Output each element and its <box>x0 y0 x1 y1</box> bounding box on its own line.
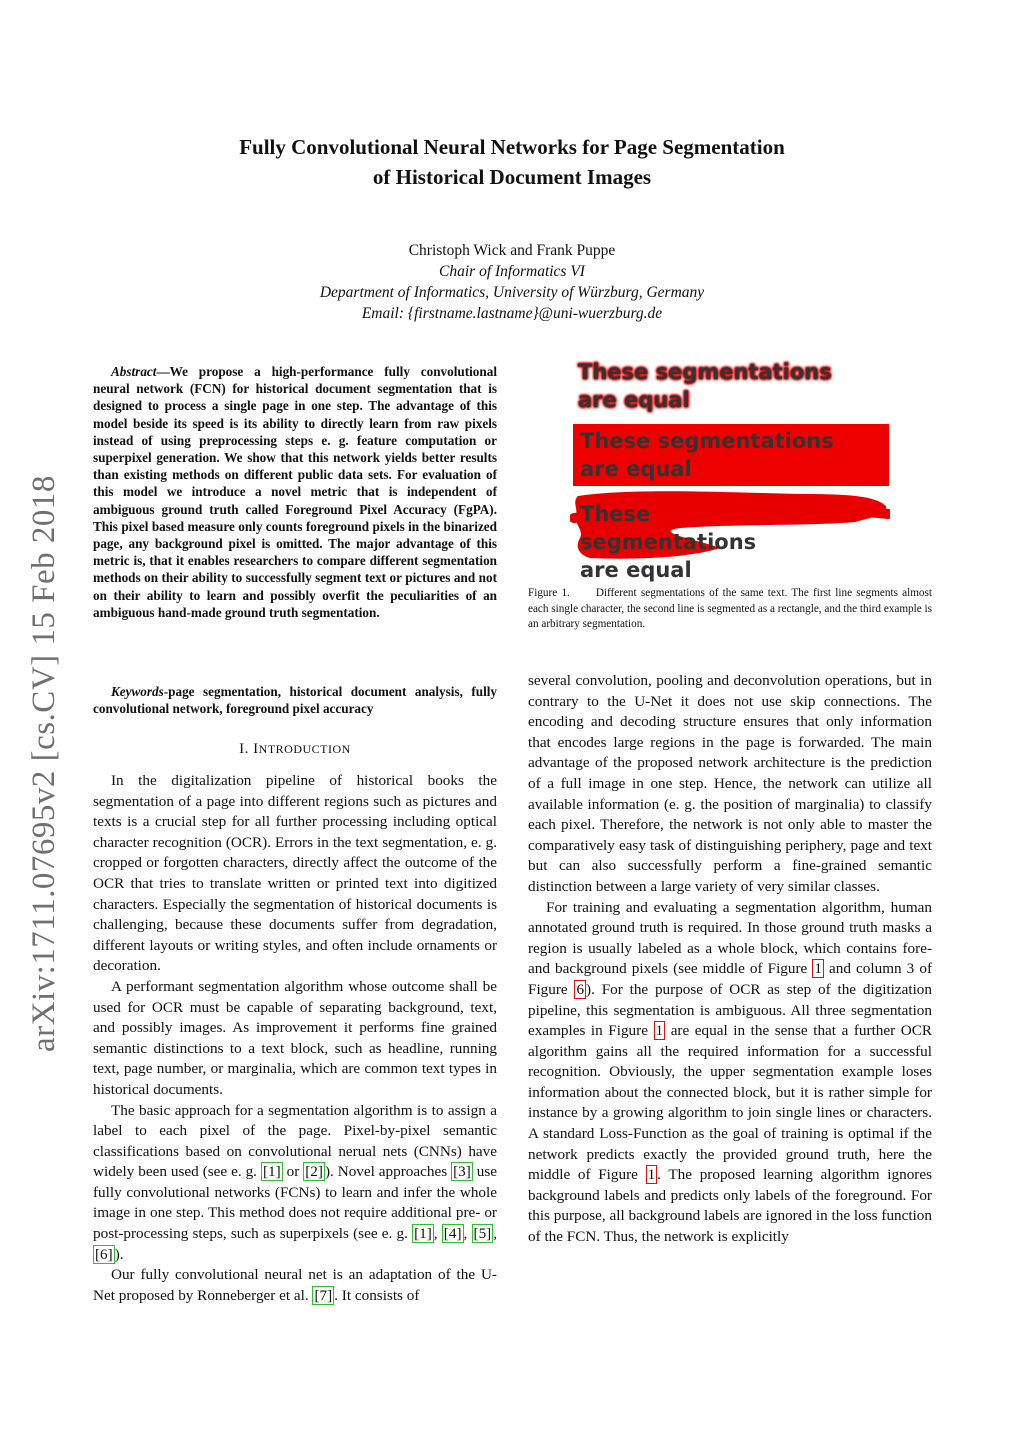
keywords-label: Keywords <box>111 684 164 699</box>
abstract <box>93 363 497 621</box>
citation-link[interactable]: [7] <box>314 1286 333 1304</box>
right-paragraph-2 <box>528 898 932 1248</box>
caption-text: Different segmentations of the same text. The first line segments almost each single character, the second line is segmented as a rectangle, and the third example is an arbitrary segmentation. <box>528 587 932 630</box>
figure-1-caption <box>528 586 932 633</box>
intro-paragraph-2: A performant segmentation algorithm whose outcome shall be used for OCR must be capable of separating background, text, and possibly images. As improvement it performs fine grained semantic distinctions to a text block, such as headline, running text, page number, or marginalia, which are common text types in historical documents. <box>93 977 497 1098</box>
text-span: Our fully convolutional neural net is an adaptation of the U-Net proposed by Ronneberger et al. <box>93 1266 497 1304</box>
right-column-text <box>528 671 932 1248</box>
section-heading-introduction <box>93 741 497 758</box>
segmentation-text <box>580 500 756 584</box>
caption-label: Figure 1. <box>528 587 570 599</box>
citation-link[interactable]: [3] <box>453 1163 471 1181</box>
intro-paragraph-3 <box>93 1101 497 1266</box>
citation-link[interactable]: [6] <box>95 1245 113 1263</box>
citation-link[interactable]: [2] <box>305 1163 323 1181</box>
text-span: . It consists of <box>334 1286 420 1304</box>
text-span: ). <box>114 1245 124 1263</box>
segmentation-text-line: These segmentations <box>580 429 834 453</box>
citation-link[interactable]: [5] <box>473 1225 492 1243</box>
segmentation-rectangle <box>573 424 889 486</box>
text-span: For training and evaluating a segmentation algorithm, human annotated ground truth is required. In those ground truth masks a region is usually labeled as a whole block, which contains fore- and background pixels (see middle of Figure <box>528 898 932 978</box>
text-span: ). For the purpose of OCR as step of the digitization pipeline, this segmentation is ambiguous. All three segmentation examples in Figure <box>528 980 932 1040</box>
text-span: . The proposed learning algorithm ignores background labels and predicts only labels of the foreground. For this purpose, all background labels are ignored in the loss function of the FCN. Thus, the network is explicitly <box>528 1166 932 1246</box>
abstract-text: —We propose a high-performance fully convolutional neural network (FCN) for historical document segmentation that is designed to process a single page in one step. The advantage of this model beside its speed is its ability to directly learn from raw pixels instead of using preprocessing steps e. g. feature computation or superpixel generation. We show that this network yields better results than existing methods on different public data sets. For evaluation of this model we introduce a novel metric that is independent of ambiguous ground truth called Foreground Pixel Accuracy (FgPA). This pixel based measure only counts foreground pixels in the binarized page, any background pixel is omitted. The major advantage of this metric is, that it enables researchers to compare different segmentation methods on their ability to successfully segment text or pictures and not on their ability to learn and possibly overfit the peculiarities of an ambiguous hand-made ground truth segmentation. <box>93 364 497 620</box>
author-email: Email: {firstname.lastname}@uni-wuerzburg.de <box>361 305 663 322</box>
segmentation-text <box>580 427 834 483</box>
text-span: , <box>463 1225 472 1243</box>
citation-link[interactable]: [1] <box>414 1225 432 1243</box>
keywords-text: -page segmentation, historical document analysis, fully convolutional network, foreground pixel accuracy <box>93 684 497 717</box>
title-line-2: of Historical Document Images <box>372 165 652 189</box>
segmentation-text-line: are equal <box>580 457 692 481</box>
affiliation-department: Department of Informatics, University of Würzburg, Germany <box>319 284 705 301</box>
intro-paragraph-1: In the digitalization pipeline of historical books the segmentation of a page into different regions such as pictures and texts is a crucial step for all further processing including optical character recognition (OCR). Errors in the text segmentation, e. g. cropped or forgotten characters, directly affect the outcome of the OCR that tries to translate written or printed text into digitized characters. Especially the segmentation of historical documents is challenging, because these documents suffer from degradation, different layouts or writing styles, and often include ornaments or decoration. <box>93 772 497 975</box>
intro-paragraph-4 <box>93 1265 497 1306</box>
citation-link[interactable]: [1] <box>262 1163 281 1181</box>
author-names: Christoph Wick and Frank Puppe <box>408 242 616 259</box>
text-span: The basic approach for a segmentation algorithm is to assign a label to each pixel of the page. Pixel-by-pixel semantic classifications based on convolutional nerual nets (CNNs) have widely been used (see e. g. <box>93 1101 497 1181</box>
segmentation-text-line: These segmentations <box>580 502 757 554</box>
segmentation-text-line: are equal <box>580 558 692 582</box>
segmentation-text-line: are equal <box>578 388 690 412</box>
figure-reference-link[interactable]: 1 <box>647 1166 656 1184</box>
text-span: ). Novel approaches <box>324 1163 452 1181</box>
section-number: I. <box>239 741 254 757</box>
text-span: use fully convolutional networks (FCNs) to learn and infer the whole image in one step. This method does not require additional pre- or post-processing steps, such as superpixels (see e. g. <box>93 1163 497 1243</box>
text-span: are equal in the sense that a further OCR algorithm gains all the required information for a successful recognition. Obviously, the upper segmentation example loses information about the connected block, but it is rather simple for instance by a growing algorithm to join single lines or characters. A standard Loss-Function as the goal of training is optimal if the network predicts exactly the provided ground truth, here the middle of Figure <box>528 1022 932 1184</box>
segmentation-text-line: These segmentations <box>578 360 832 384</box>
right-paragraph-1: several convolution, pooling and deconvolution operations, but in contrary to the U-Net it does not use skip connections. The encoding and decoding structure ensures that only information that encodes large regions in the page is forwarded. The main advantage of the proposed network architecture is the prediction of a full image in one step. Hence, the network can utilize all available information (e. g. the position of marginalia) to classify each pixel. Therefore, the network is not only able to master the comparatively easy task of distinguishing periphery, page and text but can also successfully perform a fine-grained semantic distinction between a large variety of very similar classes. <box>528 672 932 895</box>
abstract-label: Abstract <box>111 364 157 379</box>
figure-1-image <box>570 350 890 582</box>
text-span: , <box>493 1225 498 1243</box>
figure-reference-link[interactable]: 1 <box>655 1022 664 1040</box>
keywords <box>93 683 497 717</box>
text-span: , <box>433 1225 442 1243</box>
abstract-paragraph <box>93 363 497 621</box>
section-rest: NTRODUCTION <box>258 742 351 756</box>
arxiv-identifier: arXiv:1711.07695v2 [cs.CV] 15 Feb 2018 <box>26 475 62 1052</box>
figure-reference-link[interactable]: 6 <box>576 980 585 998</box>
introduction-text <box>93 771 497 1306</box>
title-line-1: Fully Convolutional Neural Networks for Page Segmentation <box>239 135 785 159</box>
author-block <box>0 240 1024 324</box>
text-span: and column 3 of Figure <box>528 960 932 998</box>
paper-title <box>0 132 1024 192</box>
affiliation-chair: Chair of Informatics VI <box>439 263 585 280</box>
text-span: or <box>282 1163 304 1181</box>
citation-link[interactable]: [4] <box>443 1225 462 1243</box>
figure-reference-link[interactable]: 1 <box>814 960 822 978</box>
segmentation-per-character <box>578 358 832 414</box>
section-first-letter: I <box>253 741 259 757</box>
